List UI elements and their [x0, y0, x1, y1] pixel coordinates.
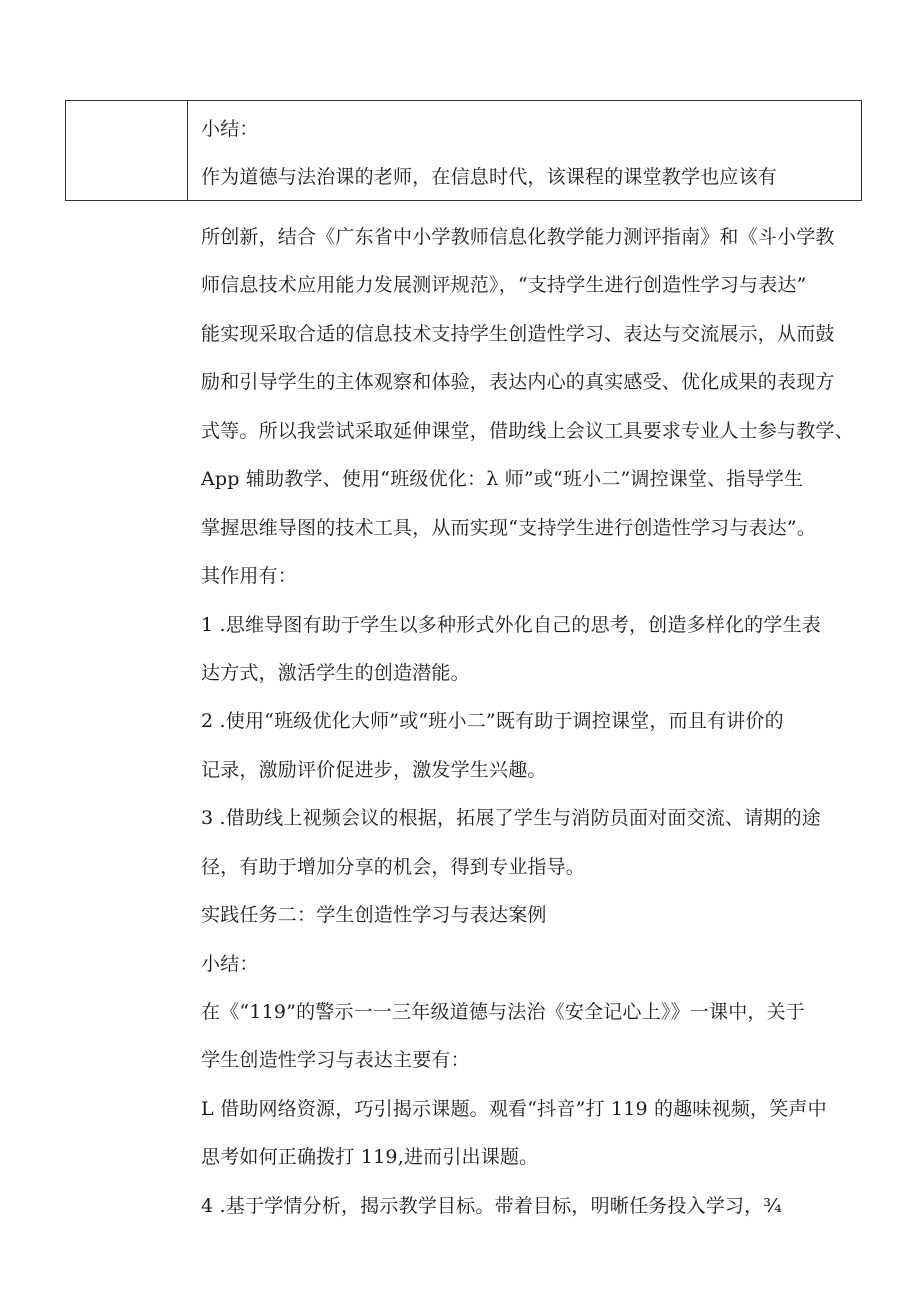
paragraph-line: 掌握思维导图的技术工具，从而实现“支持学生进行创造性学习与表达”。 — [201, 517, 817, 539]
list-item-line: 3 .借助线上视频会议的根据，拓展了学生与消防员面对面交流、请期的途 — [201, 807, 821, 829]
table-cell-heading: 小结： — [201, 118, 259, 140]
paragraph-line: 式等。所以我尝试采取延伸课堂，借助线上会议工具要求专业人士参与教学、 — [201, 420, 854, 442]
paragraph-line: App 辅助教学、使用“班级优化：λ 师”或“班小二”调控课堂、指导学生 — [201, 468, 804, 490]
section-label: 小结： — [201, 953, 259, 975]
table-column-divider — [187, 101, 188, 200]
paragraph-line: 在《“119”的警示一一三年级道德与法治《安全记心上》》一课中，关于 — [201, 1001, 805, 1023]
list-item-line: 4 .基于学情分析，揭示教学目标。带着目标，明晰任务投入学习，¾ — [201, 1195, 782, 1217]
list-item-line: 1 .思维导图有助于学生以多种形式外化自己的思考，创造多样化的学生表 — [201, 614, 821, 636]
paragraph-line: 能实现采取合适的信息技术支持学生创造性学习、表达与交流展示，从而鼓 — [201, 323, 835, 345]
paragraph-line: 所创新，结合《广东省中小学教师信息化教学能力测评指南》和《斗小学教 — [201, 226, 835, 248]
paragraph-line: 励和引导学生的主体观察和体验，表达内心的真实感受、优化成果的表现方 — [201, 371, 835, 393]
list-item-line: 记录，激励评价促进步，激发学生兴趣。 — [201, 759, 547, 781]
section-heading: 实践任务二：学生创造性学习与表达案例 — [201, 904, 547, 926]
list-item-line: 径，有助于增加分享的机会，得到专业指导。 — [201, 856, 586, 878]
table-cell-text: 作为道德与法治课的老师，在信息时代，该课程的课堂教学也应该有 — [201, 166, 778, 188]
list-item-line: 达方式，激活学生的创造潜能。 — [201, 662, 470, 684]
paragraph-line: 学生创造性学习与表达主要有： — [201, 1049, 470, 1071]
list-item-line: 思考如何正确拨打 119,进而引出课题。 — [201, 1146, 539, 1168]
list-item-line: 2 .使用“班级优化大师”或“班小二”既有助于调控课堂，而且有讲价的 — [201, 710, 784, 732]
section-label: 其作用有： — [201, 565, 298, 587]
paragraph-line: 师信息技术应用能力发展测评规范》，“支持学生进行创造性学习与表达” — [201, 274, 807, 296]
list-item-line: L 借助网络资源，巧引揭示课题。观看“抖音”打 119 的趣味视频，笑声中 — [201, 1098, 827, 1120]
